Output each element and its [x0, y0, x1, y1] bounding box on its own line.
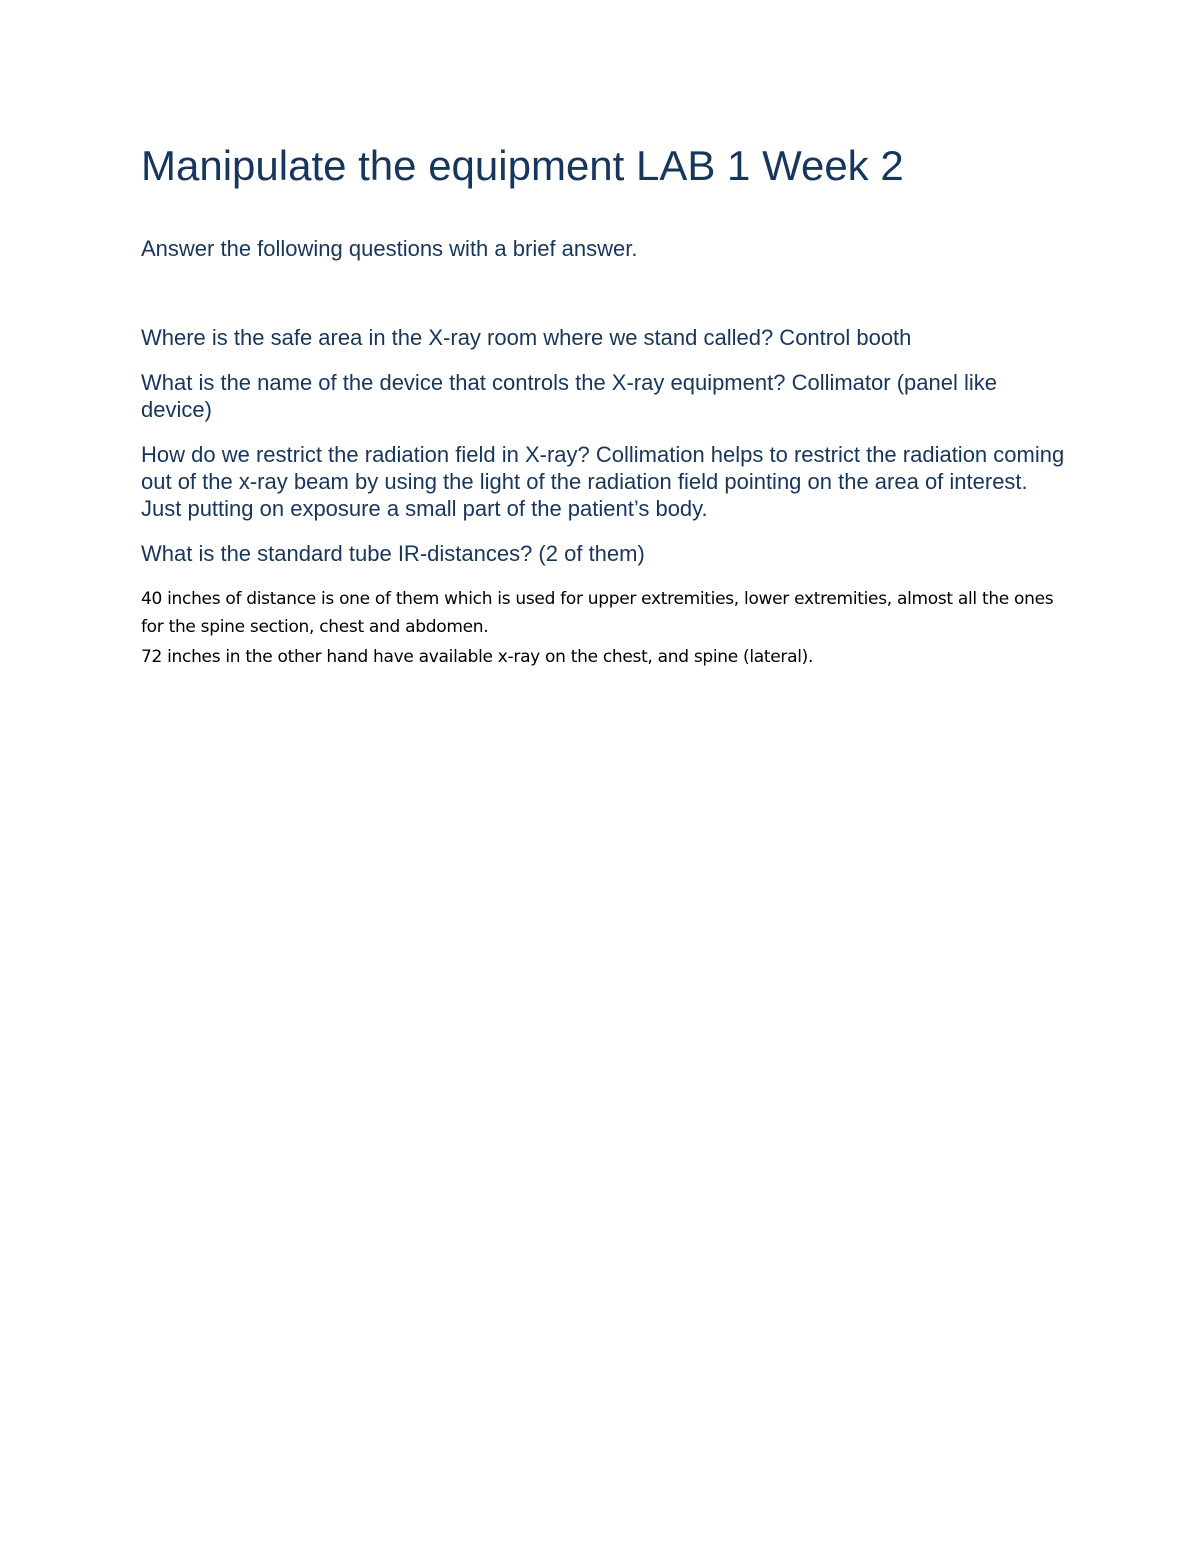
answer-72-inches: 72 inches in the other hand have available x-ray on the chest, and spine (lateral).	[141, 647, 814, 667]
instructions-text: Answer the following questions with a brief answer.	[141, 236, 638, 261]
question-restrict-radiation: How do we restrict the radiation field in X-ray? Collimation helps to restrict the radiation coming out of the x-ray beam by using the light of the radiation field pointing on the area of interest. Just putting on exposure a small part of the patient’s body.	[141, 442, 1065, 521]
answer-40-inches: 40 inches of distance is one of them which is used for upper extremities, lower extremities, almost all the ones for the spine section, chest and abdomen.	[141, 589, 1054, 637]
question-safe-area: Where is the safe area in the X-ray room where we stand called? Control booth	[141, 325, 912, 350]
document-title: Manipulate the equipment LAB 1 Week 2	[141, 142, 904, 189]
question-control-device: What is the name of the device that controls the X-ray equipment? Collimator (panel like device)	[141, 370, 997, 422]
question-tube-ir-distances: What is the standard tube IR-distances? (2 of them)	[141, 541, 645, 566]
